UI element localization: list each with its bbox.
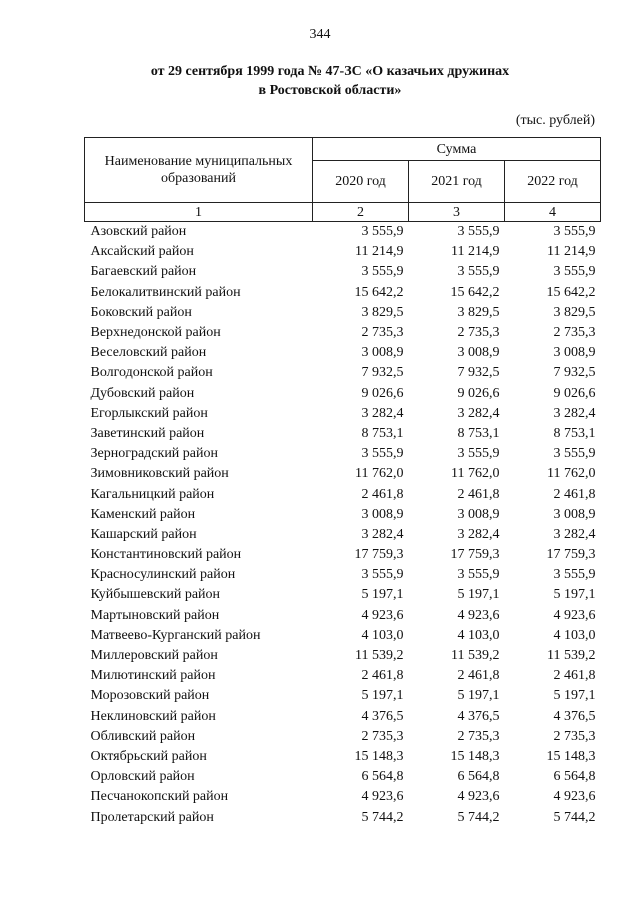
value-2021: 5 744,2 [457,809,500,825]
value-2021: 5 197,1 [457,688,500,704]
municipality-name: Октябрьский район [90,748,207,764]
value-2021: 17 759,3 [450,547,500,563]
municipality-name: Дубовский район [90,385,195,401]
value-2022: 4 923,6 [553,607,596,623]
value-2020: 3 282,4 [361,405,404,421]
municipality-name: Неклиновский район [90,708,216,724]
table-row [85,646,601,666]
value-2020: 7 932,5 [361,365,404,381]
table-row [85,767,601,787]
value-2020: 3 008,9 [361,506,404,522]
table-row [85,464,601,484]
value-2020: 9 026,6 [361,385,404,401]
table-row [85,262,601,282]
municipality-name: Морозовский район [90,688,210,704]
table-row [85,585,601,605]
municipality-name: Пролетарский район [90,809,214,825]
value-2020: 4 376,5 [361,708,404,724]
table-row [85,505,601,525]
value-2020: 2 461,8 [361,668,404,684]
municipality-name: Егорлыкский район [90,405,208,421]
value-2020: 3 829,5 [361,304,404,320]
column-number-4: 4 [505,203,601,222]
table-row [85,545,601,565]
value-2022: 15 148,3 [546,748,596,764]
table-row [85,444,601,464]
value-2021: 3 555,9 [457,567,500,583]
value-2020: 8 753,1 [361,425,404,441]
municipality-name: Матвеево-Курганский район [90,627,261,643]
municipality-name: Веселовский район [90,345,207,361]
table-row [85,424,601,444]
value-2020: 5 197,1 [361,688,404,704]
table-row [85,384,601,404]
municipality-name: Аксайский район [90,244,194,260]
municipality-name: Азовский район [90,224,187,240]
value-2022: 5 197,1 [553,587,596,603]
value-2022: 7 932,5 [553,365,596,381]
value-2021: 9 026,6 [457,385,500,401]
header-sum: Сумма [313,138,601,161]
municipality-name: Боковский район [90,304,192,320]
value-2020: 2 461,8 [361,486,404,502]
value-2021: 15 148,3 [450,748,500,764]
table-row [85,787,601,807]
value-2021: 2 735,3 [457,325,500,341]
column-number-2: 2 [313,203,409,222]
value-2021: 4 923,6 [457,607,500,623]
table-row [85,707,601,727]
value-2021: 3 008,9 [457,506,500,522]
municipality-name: Орловский район [90,769,195,785]
table-row [85,323,601,343]
value-2022: 8 753,1 [553,425,596,441]
municipality-name: Мартыновский район [90,607,220,623]
value-2022: 11 539,2 [547,648,596,664]
table-row [85,747,601,767]
value-2022: 3 829,5 [553,304,596,320]
municipality-name: Каменский район [90,506,196,522]
value-2022: 11 214,9 [547,244,596,260]
municipality-name: Зерноградский район [90,446,218,462]
table-row [85,525,601,545]
header-year-2021: 2021 год [409,161,505,203]
value-2022: 2 461,8 [553,668,596,684]
value-2022: 4 376,5 [553,708,596,724]
value-2021: 4 376,5 [457,708,500,724]
municipality-name: Кашарский район [90,526,197,542]
value-2020: 3 282,4 [361,526,404,542]
value-2021: 2 461,8 [457,668,500,684]
value-2021: 4 923,6 [457,789,500,805]
municipality-name: Багаевский район [90,264,197,280]
value-2021: 3 282,4 [457,526,500,542]
column-number-1: 1 [85,203,313,222]
value-2021: 2 461,8 [457,486,500,502]
value-2022: 17 759,3 [546,547,596,563]
header-municipality: Наименование муниципальных образований [85,138,313,203]
value-2022: 3 008,9 [553,345,596,361]
value-2020: 15 148,3 [354,748,404,764]
value-2020: 4 923,6 [361,607,404,623]
document-title-line-2: в Ростовской области» [258,83,402,98]
value-2021: 8 753,1 [457,425,500,441]
value-2020: 17 759,3 [354,547,404,563]
value-2020: 11 762,0 [355,466,404,482]
page-number: 344 [309,27,331,42]
value-2020: 3 555,9 [361,567,404,583]
value-2020: 4 103,0 [361,627,404,643]
value-2020: 5 197,1 [361,587,404,603]
value-2022: 15 642,2 [546,284,596,300]
value-2020: 4 923,6 [361,789,404,805]
unit-note: (тыс. рублей) [515,113,595,128]
value-2021: 3 008,9 [457,345,500,361]
value-2022: 2 735,3 [553,728,596,744]
value-2021: 11 214,9 [451,244,500,260]
municipality-name: Песчанокопский район [90,789,229,805]
value-2022: 3 555,9 [553,224,596,240]
table-row [85,363,601,383]
value-2022: 3 008,9 [553,506,596,522]
table-row [85,606,601,626]
value-2021: 3 829,5 [457,304,500,320]
value-2020: 11 539,2 [355,648,404,664]
table-body [85,222,601,828]
table-row [85,727,601,747]
municipality-name: Константиновский район [90,547,242,563]
document-title-line-1: от 29 сентября 1999 года № 47-ЗС «О казачьих дружинах [150,64,510,79]
table-row [85,565,601,585]
table-row [85,666,601,686]
value-2020: 11 214,9 [355,244,404,260]
table-row [85,484,601,504]
table-row [85,404,601,424]
value-2022: 9 026,6 [553,385,596,401]
table-row [85,222,601,243]
value-2022: 3 282,4 [553,526,596,542]
table-row [85,626,601,646]
value-2022: 3 555,9 [553,264,596,280]
municipality-name: Куйбышевский район [90,587,221,603]
value-2021: 3 555,9 [457,446,500,462]
value-2022: 11 762,0 [547,466,596,482]
value-2022: 6 564,8 [553,769,596,785]
value-2021: 3 555,9 [457,224,500,240]
table-row [85,807,601,827]
municipality-name: Волгодонской район [90,365,213,381]
value-2020: 5 744,2 [361,809,404,825]
table-row [85,686,601,706]
value-2020: 6 564,8 [361,769,404,785]
value-2021: 3 555,9 [457,264,500,280]
value-2020: 2 735,3 [361,325,404,341]
table-header [85,138,601,222]
value-2021: 2 735,3 [457,728,500,744]
municipality-name: Красносулинский район [90,567,236,583]
municipality-name: Обливский район [90,728,196,744]
document-title [120,62,540,100]
value-2020: 3 008,9 [361,345,404,361]
value-2021: 4 103,0 [457,627,500,643]
table-row [85,303,601,323]
value-2020: 3 555,9 [361,224,404,240]
value-2021: 11 539,2 [451,648,500,664]
value-2022: 5 744,2 [553,809,596,825]
value-2022: 4 923,6 [553,789,596,805]
municipality-name: Кагальницкий район [90,486,215,502]
value-2021: 7 932,5 [457,365,500,381]
value-2022: 2 735,3 [553,325,596,341]
table-row [85,343,601,363]
table-row [85,283,601,303]
value-2022: 4 103,0 [553,627,596,643]
allocation-table [84,137,601,828]
municipality-name: Заветинский район [90,425,205,441]
value-2022: 3 555,9 [553,567,596,583]
value-2022: 3 555,9 [553,446,596,462]
value-2022: 3 282,4 [553,405,596,421]
value-2022: 5 197,1 [553,688,596,704]
header-year-2022: 2022 год [505,161,601,203]
value-2022: 2 461,8 [553,486,596,502]
municipality-name: Верхнедонской район [90,325,221,341]
municipality-name: Белокалитвинский район [90,284,241,300]
municipality-name: Милютинский район [90,668,216,684]
value-2021: 5 197,1 [457,587,500,603]
header-year-2020: 2020 год [313,161,409,203]
municipality-name: Миллеровский район [90,648,218,664]
value-2020: 2 735,3 [361,728,404,744]
value-2020: 3 555,9 [361,264,404,280]
value-2021: 6 564,8 [457,769,500,785]
table-row [85,242,601,262]
value-2020: 15 642,2 [354,284,404,300]
value-2021: 3 282,4 [457,405,500,421]
column-number-3: 3 [409,203,505,222]
value-2020: 3 555,9 [361,446,404,462]
value-2021: 15 642,2 [450,284,500,300]
municipality-name: Зимовниковский район [90,466,229,482]
value-2021: 11 762,0 [451,466,500,482]
